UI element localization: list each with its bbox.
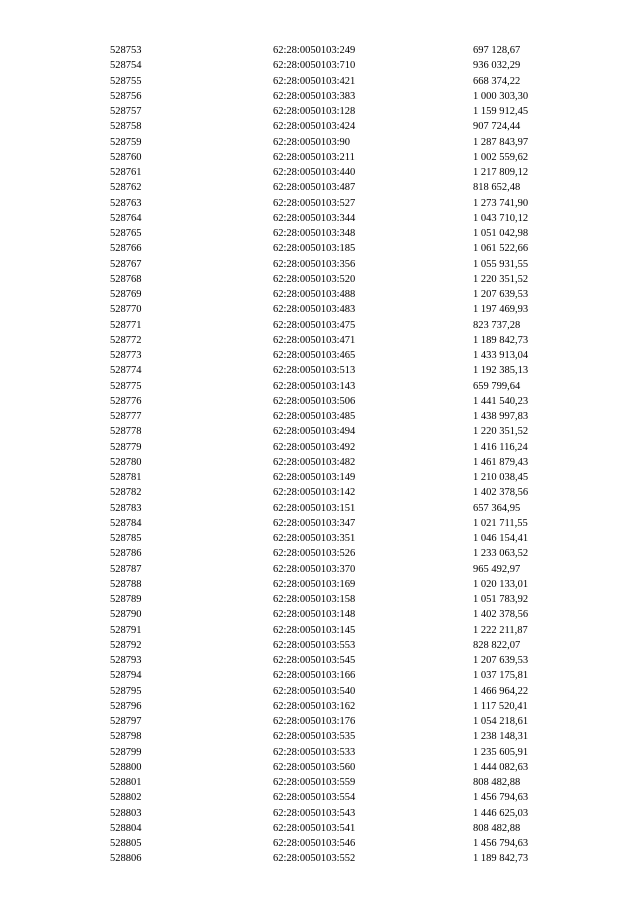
table-row — [0, 821, 640, 836]
table-row — [0, 485, 640, 500]
record-id-cell: 528785 — [110, 533, 142, 544]
record-id-cell: 528771 — [110, 319, 142, 331]
cadastral-value-cell: 1 159 912,45 — [473, 106, 529, 117]
table-row — [0, 424, 640, 439]
cadastral-value-cell: 1 466 964,22 — [473, 685, 529, 697]
cadastral-value-cell: 1 051 783,92 — [473, 594, 529, 605]
table-row — [0, 241, 640, 256]
table-row — [0, 333, 640, 348]
table-row — [0, 150, 640, 165]
table-row — [0, 226, 640, 241]
record-id-cell: 528756 — [110, 90, 142, 102]
cadastral-value-cell: 1 020 133,01 — [473, 578, 529, 590]
cadastral-number-cell: 62:28:0050103:348 — [273, 228, 356, 239]
table-row — [0, 607, 640, 622]
table-row — [0, 43, 640, 58]
record-id-cell: 528802 — [110, 792, 142, 804]
table-row — [0, 699, 640, 714]
table-row — [0, 516, 640, 531]
cadastral-value-cell: 818 652,48 — [473, 182, 521, 194]
record-id-cell: 528759 — [110, 136, 142, 148]
table-row — [0, 119, 640, 134]
cadastral-number-cell: 62:28:0050103:149 — [273, 472, 356, 483]
cadastral-number-cell: 62:28:0050103:552 — [273, 853, 356, 865]
cadastral-number-cell: 62:28:0050103:249 — [273, 45, 356, 56]
cadastral-value-cell: 1 055 931,55 — [473, 258, 529, 270]
cadastral-value-cell: 1 002 559,62 — [473, 151, 529, 163]
cadastral-number-cell: 62:28:0050103:553 — [273, 639, 356, 651]
cadastral-value-cell: 1 217 809,12 — [473, 167, 529, 178]
record-id-cell: 528761 — [110, 167, 142, 178]
table-row — [0, 836, 640, 851]
cadastral-number-cell: 62:28:0050103:492 — [273, 441, 356, 453]
cadastral-number-cell: 62:28:0050103:176 — [273, 716, 356, 727]
record-id-cell: 528764 — [110, 212, 142, 224]
cadastral-value-cell: 808 482,88 — [473, 822, 521, 834]
record-id-cell: 528770 — [110, 304, 142, 316]
table-row — [0, 272, 640, 287]
cadastral-number-cell: 62:28:0050103:559 — [273, 777, 356, 788]
record-id-cell: 528782 — [110, 487, 142, 499]
cadastral-number-cell: 62:28:0050103:90 — [273, 136, 351, 148]
table-row — [0, 74, 640, 89]
cadastral-number-cell: 62:28:0050103:546 — [273, 838, 356, 849]
cadastral-value-cell: 1 222 211,87 — [473, 624, 528, 636]
table-row — [0, 546, 640, 561]
table-row — [0, 668, 640, 683]
cadastral-value-cell: 1 189 842,73 — [473, 853, 529, 865]
cadastral-number-cell: 62:28:0050103:158 — [273, 594, 356, 605]
cadastral-value-cell: 1 037 175,81 — [473, 670, 529, 682]
table-row — [0, 501, 640, 516]
table-row — [0, 638, 640, 653]
cadastral-value-cell: 1 210 038,45 — [473, 472, 529, 483]
cadastral-value-cell: 1 207 639,53 — [473, 655, 529, 666]
cadastral-value-cell: 1 438 997,83 — [473, 411, 529, 422]
cadastral-value-cell: 1 207 639,53 — [473, 289, 529, 300]
cadastral-value-cell: 808 482,88 — [473, 777, 521, 788]
record-id-cell: 528767 — [110, 258, 142, 270]
table-row — [0, 104, 640, 119]
table-row — [0, 577, 640, 592]
record-id-cell: 528760 — [110, 151, 142, 163]
cadastral-number-cell: 62:28:0050103:148 — [273, 609, 356, 621]
cadastral-value-cell: 1 189 842,73 — [473, 334, 529, 346]
cadastral-number-cell: 62:28:0050103:185 — [273, 243, 356, 255]
cadastral-value-cell: 657 364,95 — [473, 502, 521, 514]
record-id-cell: 528795 — [110, 685, 142, 697]
cadastral-value-cell: 1 192 385,13 — [473, 365, 529, 377]
table-row — [0, 440, 640, 455]
cadastral-value-cell: 1 220 351,52 — [473, 273, 529, 285]
cadastral-value-cell: 965 492,97 — [473, 563, 521, 575]
record-id-cell: 528791 — [110, 624, 142, 636]
cadastral-value-cell: 1 061 522,66 — [473, 243, 529, 255]
table-row — [0, 135, 640, 150]
cadastral-value-cell: 823 737,28 — [473, 319, 521, 331]
cadastral-number-cell: 62:28:0050103:526 — [273, 548, 356, 560]
record-id-cell: 528776 — [110, 395, 142, 407]
table-row — [0, 760, 640, 775]
cadastral-number-cell: 62:28:0050103:506 — [273, 395, 356, 407]
cadastral-number-cell: 62:28:0050103:166 — [273, 670, 356, 682]
record-id-cell: 528783 — [110, 502, 142, 514]
record-id-cell: 528798 — [110, 731, 142, 743]
record-id-cell: 528801 — [110, 777, 142, 788]
cadastral-value-cell: 1 000 303,30 — [473, 90, 529, 102]
cadastral-number-cell: 62:28:0050103:344 — [273, 212, 356, 224]
cadastral-value-cell: 1 117 520,41 — [473, 700, 528, 712]
cadastral-value-cell: 1 235 605,91 — [473, 746, 529, 758]
table-row — [0, 562, 640, 577]
table-row — [0, 211, 640, 226]
record-id-cell: 528773 — [110, 350, 142, 361]
table-row — [0, 348, 640, 363]
cadastral-number-cell: 62:28:0050103:533 — [273, 746, 356, 758]
cadastral-value-cell: 1 273 741,90 — [473, 197, 529, 209]
cadastral-number-cell: 62:28:0050103:487 — [273, 182, 356, 194]
record-id-cell: 528799 — [110, 746, 142, 758]
table-row — [0, 409, 640, 424]
cadastral-value-cell: 697 128,67 — [473, 45, 521, 56]
record-id-cell: 528789 — [110, 594, 142, 605]
table-row — [0, 89, 640, 104]
cadastral-number-cell: 62:28:0050103:494 — [273, 426, 356, 438]
record-id-cell: 528754 — [110, 60, 142, 72]
cadastral-value-cell: 936 032,29 — [473, 60, 521, 72]
record-id-cell: 528765 — [110, 228, 142, 239]
cadastral-number-cell: 62:28:0050103:143 — [273, 380, 356, 392]
record-id-cell: 528774 — [110, 365, 142, 377]
cadastral-number-cell: 62:28:0050103:554 — [273, 792, 356, 804]
cadastral-number-cell: 62:28:0050103:541 — [273, 822, 356, 834]
table-row — [0, 790, 640, 805]
cadastral-number-cell: 62:28:0050103:356 — [273, 258, 356, 270]
record-id-cell: 528766 — [110, 243, 142, 255]
record-id-cell: 528763 — [110, 197, 142, 209]
cadastral-number-cell: 62:28:0050103:540 — [273, 685, 356, 697]
table-row — [0, 653, 640, 668]
table-row — [0, 318, 640, 333]
record-id-cell: 528780 — [110, 456, 142, 468]
record-id-cell: 528757 — [110, 106, 142, 117]
table-row — [0, 58, 640, 73]
cadastral-value-cell: 1 433 913,04 — [473, 350, 529, 361]
record-id-cell: 528769 — [110, 289, 142, 300]
cadastral-number-cell: 62:28:0050103:142 — [273, 487, 356, 499]
table-row — [0, 180, 640, 195]
record-id-cell: 528792 — [110, 639, 142, 651]
record-id-cell: 528753 — [110, 45, 142, 56]
table-row — [0, 745, 640, 760]
table-row — [0, 379, 640, 394]
table-row — [0, 302, 640, 317]
table-row — [0, 363, 640, 378]
cadastral-value-cell: 907 724,44 — [473, 121, 521, 133]
cadastral-number-cell: 62:28:0050103:351 — [273, 533, 356, 544]
cadastral-number-cell: 62:28:0050103:482 — [273, 456, 356, 468]
cadastral-value-cell: 1 416 116,24 — [473, 441, 528, 453]
record-id-cell: 528779 — [110, 441, 142, 453]
table-row — [0, 592, 640, 607]
record-id-cell: 528784 — [110, 517, 142, 529]
record-id-cell: 528768 — [110, 273, 142, 285]
table-row — [0, 531, 640, 546]
cadastral-number-cell: 62:28:0050103:560 — [273, 761, 356, 773]
table-row — [0, 775, 640, 790]
cadastral-number-cell: 62:28:0050103:475 — [273, 319, 356, 331]
cadastral-value-cell: 828 822,07 — [473, 639, 521, 651]
cadastral-number-cell: 62:28:0050103:162 — [273, 700, 356, 712]
record-id-cell: 528797 — [110, 716, 142, 727]
record-id-cell: 528787 — [110, 563, 142, 575]
record-id-cell: 528793 — [110, 655, 142, 666]
record-id-cell: 528772 — [110, 334, 142, 346]
cadastral-number-cell: 62:28:0050103:465 — [273, 350, 356, 361]
cadastral-number-cell: 62:28:0050103:421 — [273, 75, 356, 87]
cadastral-value-cell: 668 374,22 — [473, 75, 521, 87]
cadastral-number-cell: 62:28:0050103:527 — [273, 197, 356, 209]
cadastral-number-cell: 62:28:0050103:483 — [273, 304, 356, 316]
table-row — [0, 196, 640, 211]
table-row — [0, 165, 640, 180]
record-id-cell: 528804 — [110, 822, 142, 834]
cadastral-number-cell: 62:28:0050103:169 — [273, 578, 356, 590]
cadastral-number-cell: 62:28:0050103:383 — [273, 90, 356, 102]
table-row — [0, 806, 640, 821]
cadastral-number-cell: 62:28:0050103:471 — [273, 334, 356, 346]
cadastral-value-cell: 1 446 625,03 — [473, 807, 529, 819]
cadastral-number-cell: 62:28:0050103:710 — [273, 60, 356, 72]
cadastral-value-cell: 1 461 879,43 — [473, 456, 529, 468]
table-row — [0, 287, 640, 302]
cadastral-value-cell: 1 051 042,98 — [473, 228, 529, 239]
cadastral-value-cell: 1 444 082,63 — [473, 761, 529, 773]
record-id-cell: 528788 — [110, 578, 142, 590]
table-row — [0, 684, 640, 699]
table-row — [0, 394, 640, 409]
record-id-cell: 528781 — [110, 472, 142, 483]
cadastral-number-cell: 62:28:0050103:440 — [273, 167, 356, 178]
table-row — [0, 470, 640, 485]
record-table — [0, 43, 640, 867]
record-id-cell: 528805 — [110, 838, 142, 849]
record-id-cell: 528775 — [110, 380, 142, 392]
cadastral-value-cell: 1 456 794,63 — [473, 792, 529, 804]
cadastral-value-cell: 1 043 710,12 — [473, 212, 529, 224]
record-id-cell: 528806 — [110, 853, 142, 865]
record-id-cell: 528778 — [110, 426, 142, 438]
cadastral-value-cell: 1 402 378,56 — [473, 487, 529, 499]
cadastral-number-cell: 62:28:0050103:145 — [273, 624, 356, 636]
cadastral-number-cell: 62:28:0050103:488 — [273, 289, 356, 300]
cadastral-number-cell: 62:28:0050103:535 — [273, 731, 356, 743]
cadastral-value-cell: 1 287 843,97 — [473, 136, 529, 148]
record-id-cell: 528800 — [110, 761, 142, 773]
table-row — [0, 729, 640, 744]
cadastral-number-cell: 62:28:0050103:513 — [273, 365, 356, 377]
cadastral-value-cell: 1 046 154,41 — [473, 533, 529, 544]
table-row — [0, 623, 640, 638]
record-id-cell: 528803 — [110, 807, 142, 819]
record-id-cell: 528794 — [110, 670, 142, 682]
cadastral-value-cell: 1 054 218,61 — [473, 716, 529, 727]
record-id-cell: 528796 — [110, 700, 142, 712]
cadastral-number-cell: 62:28:0050103:543 — [273, 807, 356, 819]
cadastral-value-cell: 1 021 711,55 — [473, 517, 528, 529]
cadastral-number-cell: 62:28:0050103:128 — [273, 106, 356, 117]
cadastral-number-cell: 62:28:0050103:485 — [273, 411, 356, 422]
cadastral-value-cell: 1 441 540,23 — [473, 395, 529, 407]
record-id-cell: 528755 — [110, 75, 142, 87]
cadastral-value-cell: 659 799,64 — [473, 380, 521, 392]
record-id-cell: 528762 — [110, 182, 142, 194]
record-id-cell: 528790 — [110, 609, 142, 621]
cadastral-number-cell: 62:28:0050103:370 — [273, 563, 356, 575]
cadastral-value-cell: 1 402 378,56 — [473, 609, 529, 621]
cadastral-number-cell: 62:28:0050103:545 — [273, 655, 356, 666]
table-row — [0, 851, 640, 866]
cadastral-number-cell: 62:28:0050103:347 — [273, 517, 356, 529]
record-id-cell: 528777 — [110, 411, 142, 422]
record-id-cell: 528758 — [110, 121, 142, 133]
table-row — [0, 455, 640, 470]
cadastral-number-cell: 62:28:0050103:424 — [273, 121, 356, 133]
cadastral-value-cell: 1 233 063,52 — [473, 548, 529, 560]
cadastral-value-cell: 1 220 351,52 — [473, 426, 529, 438]
cadastral-value-cell: 1 456 794,63 — [473, 838, 529, 849]
cadastral-number-cell: 62:28:0050103:211 — [273, 151, 355, 163]
table-row — [0, 714, 640, 729]
cadastral-value-cell: 1 238 148,31 — [473, 731, 529, 743]
cadastral-number-cell: 62:28:0050103:520 — [273, 273, 356, 285]
table-row — [0, 257, 640, 272]
record-id-cell: 528786 — [110, 548, 142, 560]
cadastral-value-cell: 1 197 469,93 — [473, 304, 529, 316]
cadastral-number-cell: 62:28:0050103:151 — [273, 502, 356, 514]
